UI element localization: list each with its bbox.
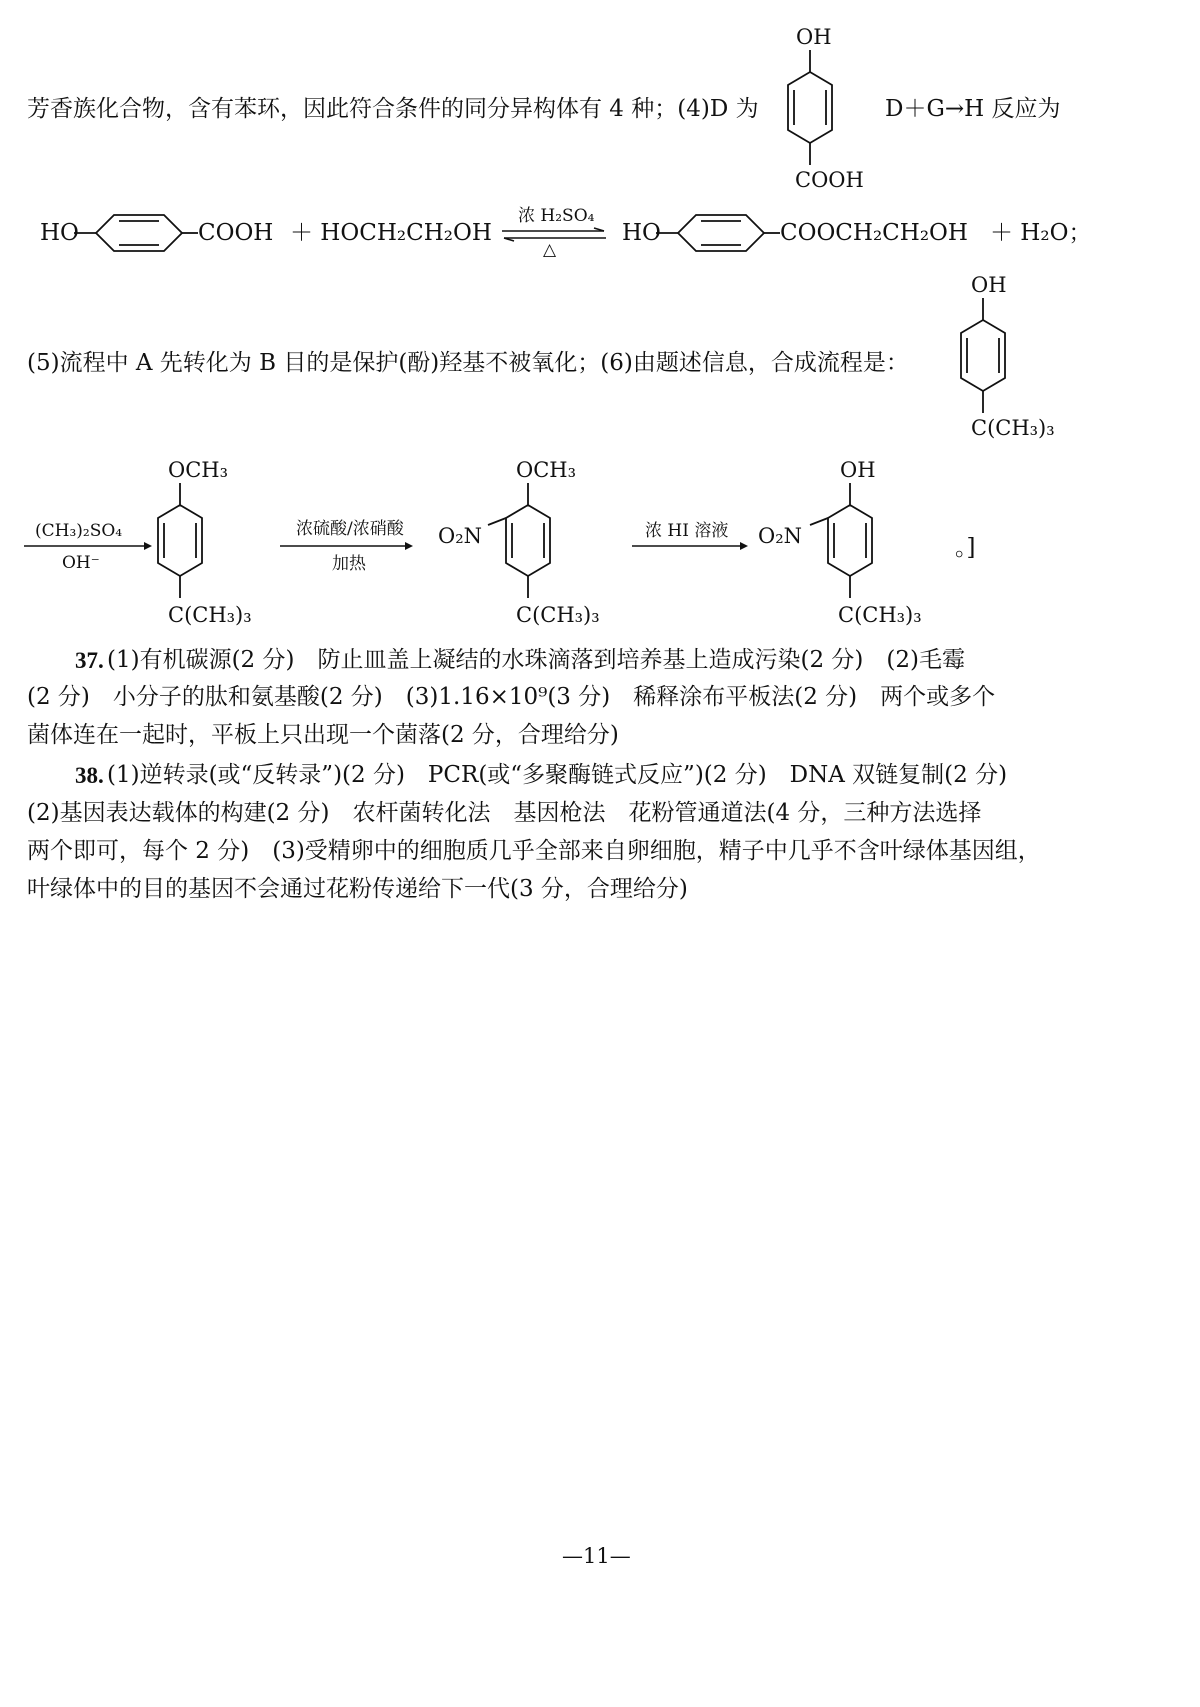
nitro-anisole-och3: OCH₃ [516, 458, 577, 482]
arrow-3 [632, 540, 752, 552]
closing-bracket: 。] [955, 535, 976, 561]
arrow-3-top: 浓 HI 溶液 [645, 521, 729, 541]
molecule-nitro-anisole [438, 455, 638, 630]
molecule-tbu-phenol [943, 272, 1093, 442]
arrow-2-top: 浓硫酸/浓硝酸 [296, 519, 404, 539]
molecule-d-cooh: COOH [795, 168, 864, 192]
q37-line-1: (1)有机碳源(2 分) 防止皿盖上凝结的水珠滴落到培养基上造成污染(2 分) (2)毛霉 [107, 647, 965, 673]
anisole-tbu: C(CH₃)₃ [168, 603, 252, 627]
nitro-phenol-oh: OH [840, 458, 876, 482]
arrow-1 [24, 540, 154, 552]
nitro-phenol-o2n: O₂N [758, 524, 803, 548]
nitro-anisole-o2n: O₂N [438, 524, 483, 548]
molecule-nitro-phenol [758, 455, 958, 630]
tbu-phenol-tbu: C(CH₃)₃ [971, 416, 1055, 440]
q37-line-2: (2 分) 小分子的肽和氨基酸(2 分) (3)1.16×10⁹(3 分) 稀释涂布平板法(2 分) 两个或多个 [27, 684, 996, 710]
text-line-1: 芳香族化合物，含有苯环，因此符合条件的同分异构体有 4 种；(4)D 为 [27, 96, 759, 122]
molecule-d [768, 22, 888, 192]
eq-condition-bottom: △ [543, 240, 557, 260]
tbu-phenol-oh: OH [971, 273, 1007, 297]
q38-line-2: (2)基因表达载体的构建(2 分) 农杆菌转化法 基因枪法 花粉管通道法(4 分，三种方法选择 [27, 800, 982, 826]
q37-number: 37. [75, 648, 104, 673]
q38-line-1: (1)逆转录(或“反转录”)(2 分) PCR(或“多聚酶链式反应”)(2 分) DNA 双链复制(2 分) [107, 762, 1008, 788]
q38-number: 38. [75, 763, 104, 788]
text-line-5: (5)流程中 A 先转化为 B 目的是保护(酚)羟基不被氧化；(6)由题述信息，合成流程是： [27, 350, 909, 376]
eq-ho: HO [40, 220, 79, 246]
q37-line-3: 菌体连在一起时，平板上只出现一个菌落(2 分，合理给分) [27, 722, 619, 748]
arrow-1-bottom: OH⁻ [62, 553, 100, 573]
eq-ho-2: HO [622, 220, 661, 246]
nitro-anisole-tbu: C(CH₃)₃ [516, 603, 600, 627]
eq-condition-top: 浓 H₂SO₄ [518, 206, 595, 226]
eq-cooh: COOH [198, 220, 274, 246]
text-line-1-tail: D＋G→H 反应为 [885, 96, 1061, 122]
page-number: —11— [562, 1544, 631, 1568]
molecule-d-oh: OH [796, 25, 832, 49]
eq-plus-water: ＋ H₂O； [990, 220, 1092, 246]
q38-line-4: 叶绿体中的目的基因不会通过花粉传递给下一代(3 分，合理给分) [27, 876, 688, 902]
arrow-1-top: (CH₃)₂SO₄ [35, 521, 123, 541]
arrow-2-bottom: 加热 [332, 554, 366, 574]
q38-line-3: 两个即可，每个 2 分) (3)受精卵中的细胞质几乎全部来自卵细胞，精子中几乎不含叶绿体基因组， [27, 838, 1041, 864]
eq-ester: COOCH₂CH₂OH [780, 220, 968, 246]
arrow-2 [280, 540, 415, 552]
eq-plus-glycol: ＋ HOCH₂CH₂OH [290, 220, 492, 246]
molecule-anisole [140, 455, 290, 630]
nitro-phenol-tbu: C(CH₃)₃ [838, 603, 922, 627]
anisole-och3: OCH₃ [168, 458, 229, 482]
